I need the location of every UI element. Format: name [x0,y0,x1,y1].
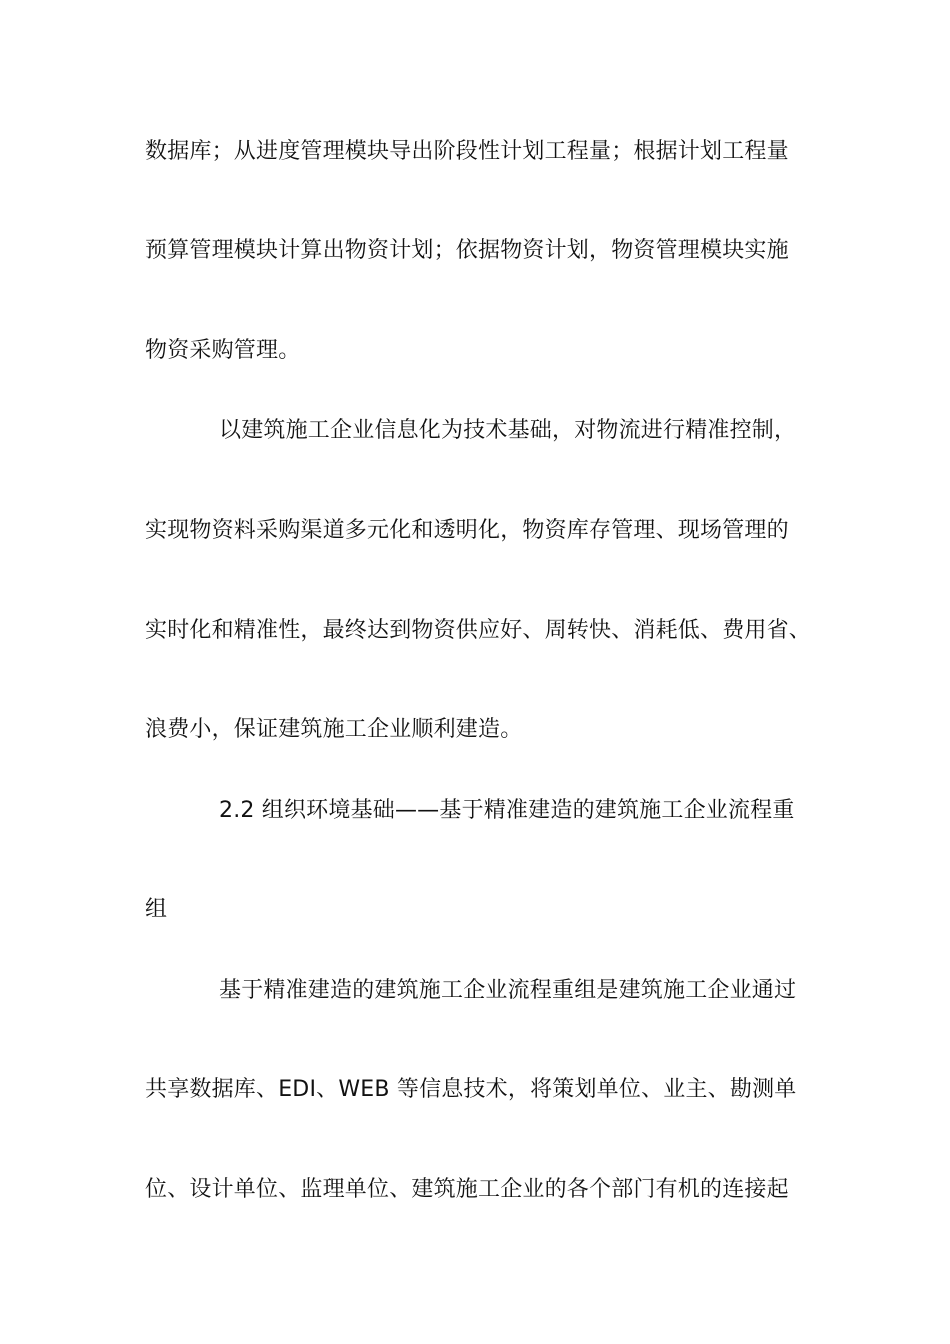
paragraph-line-3: 物资采购管理。 [145,338,301,363]
paragraph-line-5: 实现物资料采购渠道多元化和透明化，物资库存管理、现场管理的 [145,518,789,543]
paragraph-line-1: 数据库；从进度管理模块导出阶段性计划工程量；根据计划工程量 [145,139,789,164]
paragraph-line-7: 浪费小，保证建筑施工企业顺利建造。 [145,717,523,742]
section-heading-line-1: 2.2 组织环境基础——基于精准建造的建筑施工企业流程重 [219,798,795,823]
paragraph-line-2: 预算管理模块计算出物资计划；依据物资计划，物资管理模块实施 [145,238,789,263]
paragraph-line-4: 以建筑施工企业信息化为技术基础，对物流进行精准控制， [219,418,797,443]
paragraph-line-10: 位、设计单位、监理单位、建筑施工企业的各个部门有机的连接起 [145,1177,789,1202]
paragraph-line-8: 基于精准建造的建筑施工企业流程重组是建筑施工企业通过 [219,978,797,1003]
paragraph-line-6: 实时化和精准性，最终达到物资供应好、周转快、消耗低、费用省、 [145,618,812,643]
paragraph-line-9: 共享数据库、EDI、WEB 等信息技术，将策划单位、业主、勘测单 [145,1077,797,1102]
section-heading-line-2: 组 [145,897,168,922]
